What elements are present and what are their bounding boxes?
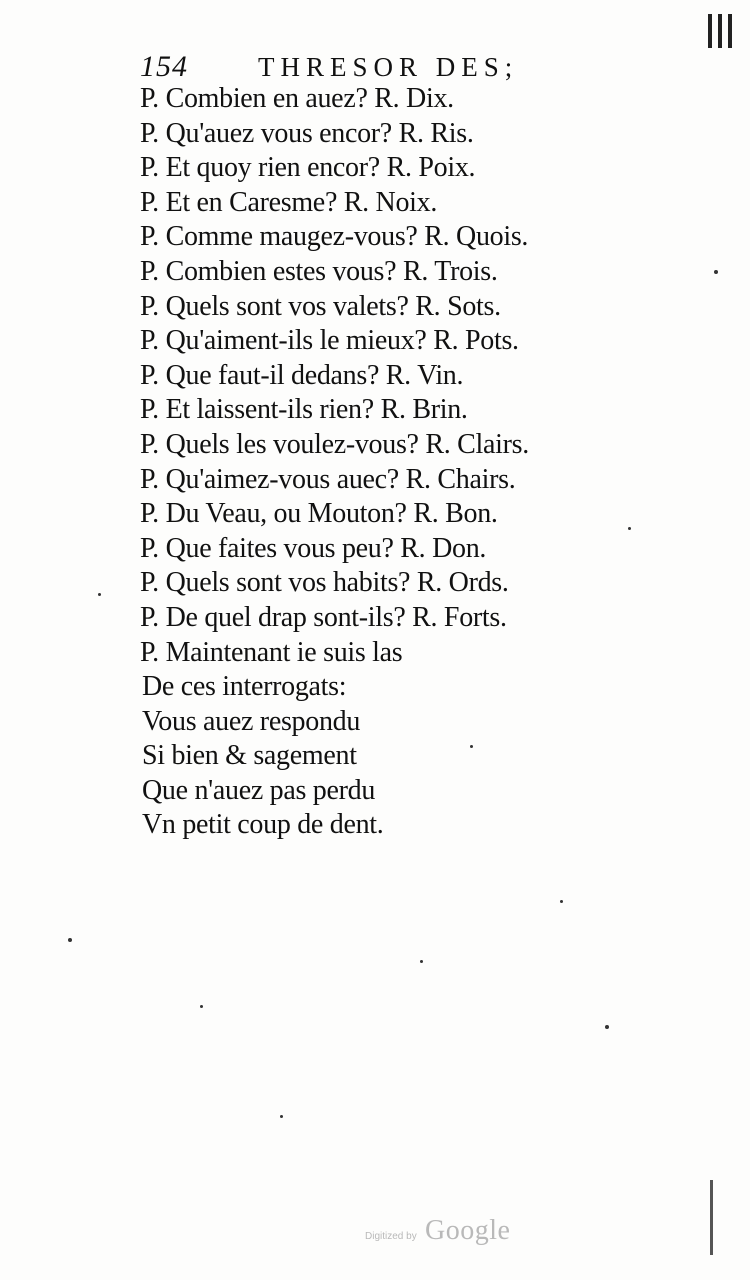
text-line: Vn petit coup de dent. bbox=[142, 809, 384, 841]
scan-speck bbox=[605, 1025, 609, 1029]
text-line: P. Quels les voulez-vous? R. Clairs. bbox=[140, 428, 529, 460]
text-line: P. De quel drap sont-ils? R. Forts. bbox=[140, 601, 507, 633]
watermark-prefix: Digitized by bbox=[365, 1231, 417, 1242]
text-line: P. Que faites vous peu? R. Don. bbox=[140, 532, 487, 564]
text-line: P. Combien estes vous? R. Trois. bbox=[140, 255, 498, 287]
text-line: P. Maintenant ie suis las bbox=[140, 636, 403, 668]
digitizer-watermark bbox=[365, 1215, 565, 1255]
text-line: Que n'auez pas perdu bbox=[142, 774, 376, 806]
text-line: P. Combien en auez? R. Dix. bbox=[140, 83, 454, 114]
scan-speck bbox=[714, 270, 718, 274]
text-line: Si bien & sagement bbox=[142, 740, 357, 772]
text-line: P. Et en Caresme? R. Noix. bbox=[140, 186, 438, 218]
scan-speck bbox=[280, 1115, 283, 1118]
scan-speck bbox=[560, 900, 563, 903]
text-line: De ces interrogats: bbox=[142, 671, 347, 703]
page-edge-mark bbox=[706, 14, 736, 54]
scan-speck bbox=[628, 527, 631, 530]
text-line: P. Du Veau, ou Mouton? R. Bon. bbox=[140, 498, 498, 530]
text-line: P. Qu'auez vous encor? R. Ris. bbox=[140, 117, 474, 149]
text-line: P. Que faut-il dedans? R. Vin. bbox=[140, 359, 464, 391]
text-line: P. Comme maugez-vous? R. Quois. bbox=[140, 221, 529, 253]
text-body bbox=[140, 82, 640, 843]
scan-speck bbox=[200, 1005, 203, 1008]
text-line: P. Et quoy rien encor? R. Poix. bbox=[140, 152, 476, 184]
text-line: P. Qu'aiment-ils le mieux? R. Pots. bbox=[140, 325, 519, 357]
running-title: THRESOR DES; bbox=[258, 52, 519, 82]
text-line: P. Quels sont vos valets? R. Sots. bbox=[140, 290, 501, 322]
scan-speck bbox=[98, 593, 101, 596]
scan-speck bbox=[68, 938, 72, 942]
scan-speck bbox=[420, 960, 423, 963]
text-line: P. Et laissent-ils rien? R. Brin. bbox=[140, 394, 468, 426]
scan-speck bbox=[470, 745, 473, 748]
margin-rule bbox=[710, 1180, 713, 1255]
text-line: Vous auez respondu bbox=[142, 705, 361, 737]
google-logo: Google bbox=[425, 1215, 511, 1246]
page-number: 154 bbox=[140, 50, 188, 83]
text-line: P. Qu'aimez-vous auec? R. Chairs. bbox=[140, 463, 516, 495]
text-line: P. Quels sont vos habits? R. Ords. bbox=[140, 567, 509, 599]
